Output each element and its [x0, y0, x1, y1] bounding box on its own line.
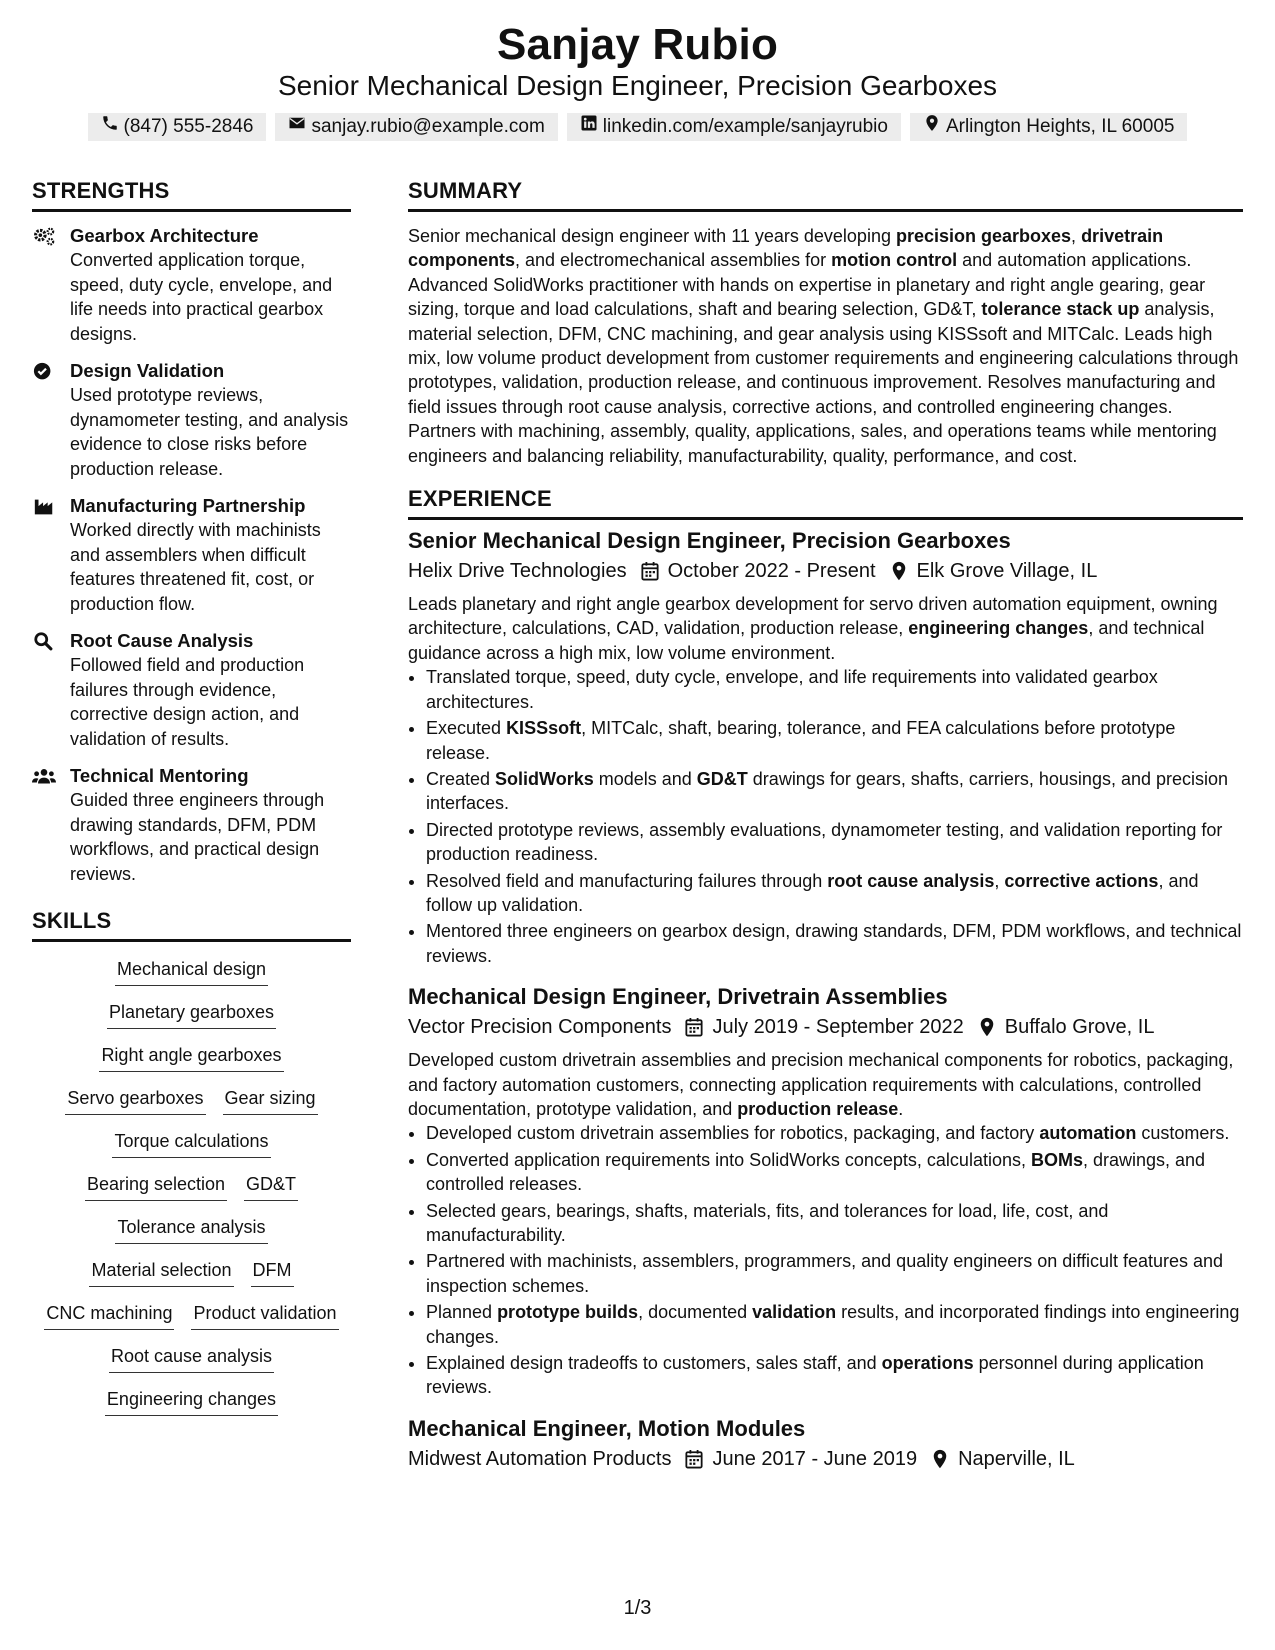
map-pin-icon	[923, 113, 941, 141]
strength-item	[32, 494, 351, 616]
page-number: 1/3	[623, 1597, 652, 1619]
map-pin-icon	[978, 1017, 1005, 1037]
strength-description: Followed field and production failures through evidence, corrective design action, and validation of results.	[70, 655, 305, 749]
text-segment: Leads planetary and right angle gearbox development for servo driven automation equipment, owning architecture, calculations, CAD, validation, production release,	[408, 594, 1218, 639]
text-segment: Senior mechanical design engineer with 11 years developing	[408, 226, 896, 246]
text-segment: Directed prototype reviews, assembly evaluations, dynamometer testing, and validation reporting for production readiness.	[426, 819, 1223, 865]
job-company: Midwest Automation Products	[408, 1447, 672, 1470]
job-location: Buffalo Grove, IL	[1004, 1016, 1155, 1039]
left-column	[32, 178, 351, 1429]
check-circle-icon	[32, 359, 70, 481]
experience-heading: EXPERIENCE	[408, 486, 1243, 520]
skill-tag: Material selection	[89, 1257, 233, 1287]
text-segment: Translated torque, speed, duty cycle, envelope, and life requirements into validated gearbox architectures.	[426, 667, 1158, 712]
list-item	[426, 716, 1243, 765]
emphasis-text: KISSsoft	[506, 718, 582, 739]
job-entry	[408, 1414, 1243, 1474]
summary-heading: SUMMARY	[408, 178, 1243, 212]
job-title: Mechanical Design Engineer, Drivetrain Assemblies	[408, 984, 948, 1010]
skill-row	[32, 1343, 351, 1373]
skill-row	[32, 1042, 351, 1072]
phone-icon	[101, 113, 119, 141]
emphasis-text: drivetrain components	[408, 226, 1164, 271]
strength-title: Manufacturing Partnership	[70, 495, 306, 516]
skill-tag: DFM	[251, 1257, 294, 1287]
gears-icon	[32, 224, 70, 346]
emphasis-text: validation	[752, 1302, 837, 1323]
skill-row	[32, 1386, 351, 1416]
strength-item	[32, 359, 351, 481]
summary-text	[408, 224, 1243, 468]
skills-heading: SKILLS	[32, 908, 351, 942]
text-segment: ,	[994, 870, 1005, 891]
calendar-icon	[685, 1017, 712, 1037]
emphasis-text: SolidWorks	[495, 768, 594, 789]
skill-tag: Right angle gearboxes	[99, 1042, 283, 1072]
strength-title: Gearbox Architecture	[70, 225, 259, 246]
job-summary	[408, 1048, 1243, 1121]
text-segment: Developed custom drivetrain assemblies for robotics, packaging, and factory	[426, 1123, 1040, 1144]
skills-section	[32, 908, 351, 1416]
text-segment: Created	[426, 768, 496, 789]
skill-tag: Engineering changes	[105, 1386, 278, 1416]
contact-phone-text: (847) 555-2846	[123, 116, 254, 137]
contact-linkedin-text: linkedin.com/example/sanjayrubio	[602, 116, 888, 137]
strength-item	[32, 224, 351, 346]
list-item	[426, 1351, 1243, 1400]
skill-row	[32, 999, 351, 1029]
skill-tag: Root cause analysis	[109, 1343, 274, 1373]
job-company: Helix Drive Technologies	[408, 560, 627, 583]
text-segment: Planned	[426, 1302, 498, 1323]
job-dates: October 2022 - Present	[667, 560, 876, 583]
skill-tag: Gear sizing	[223, 1085, 318, 1115]
skills-list	[32, 954, 351, 1416]
job-company: Vector Precision Components	[408, 1016, 672, 1039]
job-meta	[408, 1444, 1243, 1474]
emphasis-text: GD&T	[696, 768, 748, 789]
skill-row	[32, 1214, 351, 1244]
text-segment: results, and incorporated findings into engineering changes.	[426, 1302, 1240, 1347]
strength-item	[32, 629, 351, 751]
text-segment: Resolved field and manufacturing failures through	[426, 870, 828, 891]
skill-row	[32, 956, 351, 986]
strength-item	[32, 764, 351, 886]
text-segment: , MITCalc, shaft, bearing, tolerance, and FEA calculations before prototype release.	[426, 718, 1176, 763]
text-segment: Selected gears, bearings, shafts, materials, fits, and tolerances for load, life, cost, and manufacturability.	[426, 1200, 1109, 1245]
text-segment: Executed	[426, 718, 507, 739]
skill-tag: Product validation	[191, 1300, 338, 1330]
strength-description: Worked directly with machinists and assemblers when difficult features threatened fit, cost, or production flow.	[70, 520, 321, 614]
text-segment: Mentored three engineers on gearbox design, drawing standards, DFM, PDM workflows, and technical reviews.	[426, 921, 1242, 966]
linkedin-icon	[580, 113, 598, 141]
map-pin-icon	[890, 561, 917, 581]
list-item	[426, 1249, 1243, 1298]
job-title: Mechanical Engineer, Motion Modules	[408, 1415, 806, 1441]
magnifier-icon	[32, 629, 70, 751]
map-pin-icon	[931, 1449, 958, 1469]
job-title: Senior Mechanical Design Engineer, Precision Gearboxes	[408, 528, 1011, 554]
text-segment: personnel during application reviews.	[426, 1353, 1204, 1398]
job-dates: July 2019 - September 2022	[712, 1016, 964, 1039]
emphasis-text: motion control	[831, 250, 958, 271]
skill-row	[32, 1128, 351, 1158]
contact-location-text: Arlington Heights, IL 60005	[945, 116, 1175, 137]
job-meta	[408, 1012, 1243, 1042]
contact-linkedin[interactable]	[567, 113, 901, 141]
emphasis-text: operations	[881, 1353, 974, 1374]
contact-email-text: sanjay.rubio@example.com	[311, 116, 545, 137]
candidate-name: Sanjay Rubio	[496, 20, 779, 69]
skill-tag: Bearing selection	[85, 1171, 227, 1201]
job-meta	[408, 556, 1243, 586]
text-segment: models and	[593, 768, 697, 789]
job-dates: June 2017 - June 2019	[712, 1447, 918, 1470]
skill-row	[32, 1300, 351, 1330]
text-segment: analysis, material selection, DFM, CNC machining, and gear analysis using KISSsoft and MITCalc. Leads high mix, low volume product development from customer requirements and engineering calculations through prototypes, validation, production release, and continuous improvement. Resolves manufacturing and field issues through root cause analysis, corrective actions, and controlled engineering changes. Partners with machining, assembly, quality, applications, sales, and operations teams while mentoring engineers and balancing reliability, manufacturability, quality, performance, and cost.	[408, 299, 1239, 466]
emphasis-text: automation	[1039, 1123, 1137, 1144]
list-item	[426, 818, 1243, 867]
job-location: Elk Grove Village, IL	[916, 560, 1098, 583]
skill-tag: CNC machining	[44, 1300, 174, 1330]
skill-tag: Torque calculations	[112, 1128, 270, 1158]
list-item	[426, 1300, 1243, 1349]
list-item	[426, 1148, 1243, 1197]
emphasis-text: corrective actions	[1004, 870, 1159, 891]
text-segment: , and follow up validation.	[426, 870, 1199, 915]
list-item	[426, 919, 1243, 968]
strength-title: Design Validation	[70, 360, 225, 381]
text-segment: Partnered with machinists, assemblers, programmers, and quality engineers on difficult features and inspection schemes.	[426, 1251, 1224, 1296]
text-segment: Converted application requirements into SolidWorks concepts, calculations,	[426, 1149, 1031, 1170]
text-segment: , and electromechanical assemblies for	[515, 250, 832, 271]
skill-tag: Servo gearboxes	[65, 1085, 205, 1115]
skill-row	[32, 1085, 351, 1115]
text-segment: , drawings, and controlled releases.	[426, 1149, 1206, 1195]
list-item	[426, 767, 1243, 816]
right-column	[408, 178, 1243, 1488]
strength-description: Used prototype reviews, dynamometer testing, and analysis evidence to close risks before production release.	[70, 385, 349, 479]
job-location: Naperville, IL	[958, 1447, 1075, 1470]
list-item	[426, 1121, 1243, 1145]
contact-bar	[0, 113, 1275, 141]
skill-tag: Planetary gearboxes	[107, 999, 276, 1029]
strength-title: Technical Mentoring	[70, 765, 249, 786]
job-entry	[408, 526, 1243, 968]
text-segment: Developed custom drivetrain assemblies and precision mechanical components for robotics, packaging, and factory automation customers, connecting application requirements with calculations, controlled documentation, prototype validation, and	[408, 1050, 1234, 1119]
text-segment: customers.	[1136, 1123, 1230, 1144]
job-bullets	[408, 665, 1243, 968]
job-summary	[408, 592, 1243, 665]
skill-row	[32, 1171, 351, 1201]
contact-email[interactable]	[275, 113, 557, 141]
strength-description: Guided three engineers through drawing standards, DFM, PDM workflows, and practical design reviews.	[70, 790, 325, 884]
calendar-icon	[641, 561, 668, 581]
emphasis-text: BOMs	[1030, 1149, 1083, 1170]
calendar-icon	[685, 1449, 712, 1469]
strength-description: Converted application torque, speed, duty cycle, envelope, and life needs into practical gearbox designs.	[70, 250, 333, 344]
text-segment: .	[898, 1098, 904, 1119]
emphasis-text: tolerance stack up	[981, 299, 1140, 320]
job-entry	[408, 982, 1243, 1400]
experience-list	[408, 526, 1243, 1474]
list-item	[426, 1199, 1243, 1248]
skill-tag: Tolerance analysis	[115, 1214, 267, 1244]
text-segment: , documented	[638, 1302, 753, 1323]
text-segment: and automation applications. Advanced SolidWorks practitioner with hands on expertise in planetary and right angle gearing, gear sizing, torque and load calculations, shaft and bearing selection, GD&T,	[408, 250, 1206, 320]
job-bullets	[408, 1121, 1243, 1399]
strength-title: Root Cause Analysis	[70, 630, 254, 651]
contact-phone[interactable]	[88, 113, 267, 141]
emphasis-text: precision gearboxes	[895, 226, 1072, 246]
strengths-heading: STRENGTHS	[32, 178, 351, 212]
skill-row	[32, 1257, 351, 1287]
list-item	[426, 869, 1243, 918]
emphasis-text: prototype builds	[497, 1302, 639, 1323]
text-segment: drawings for gears, shafts, carriers, housings, and precision interfaces.	[426, 768, 1229, 814]
envelope-icon	[288, 113, 306, 141]
list-item	[426, 665, 1243, 714]
text-segment: , and technical guidance across a high mix, low volume environment.	[408, 618, 1205, 663]
text-segment: Explained design tradeoffs to customers, sales staff, and	[426, 1353, 882, 1374]
candidate-headline: Senior Mechanical Design Engineer, Precision Gearboxes	[277, 70, 998, 101]
skill-tag: Mechanical design	[115, 956, 268, 986]
text-segment: ,	[1071, 226, 1082, 246]
skill-tag: GD&T	[244, 1171, 298, 1201]
emphasis-text: root cause analysis	[827, 870, 995, 891]
emphasis-text: engineering changes	[908, 618, 1089, 639]
emphasis-text: production release	[737, 1098, 899, 1119]
contact-location	[910, 113, 1188, 141]
users-icon	[32, 764, 70, 886]
factory-icon	[32, 494, 70, 616]
